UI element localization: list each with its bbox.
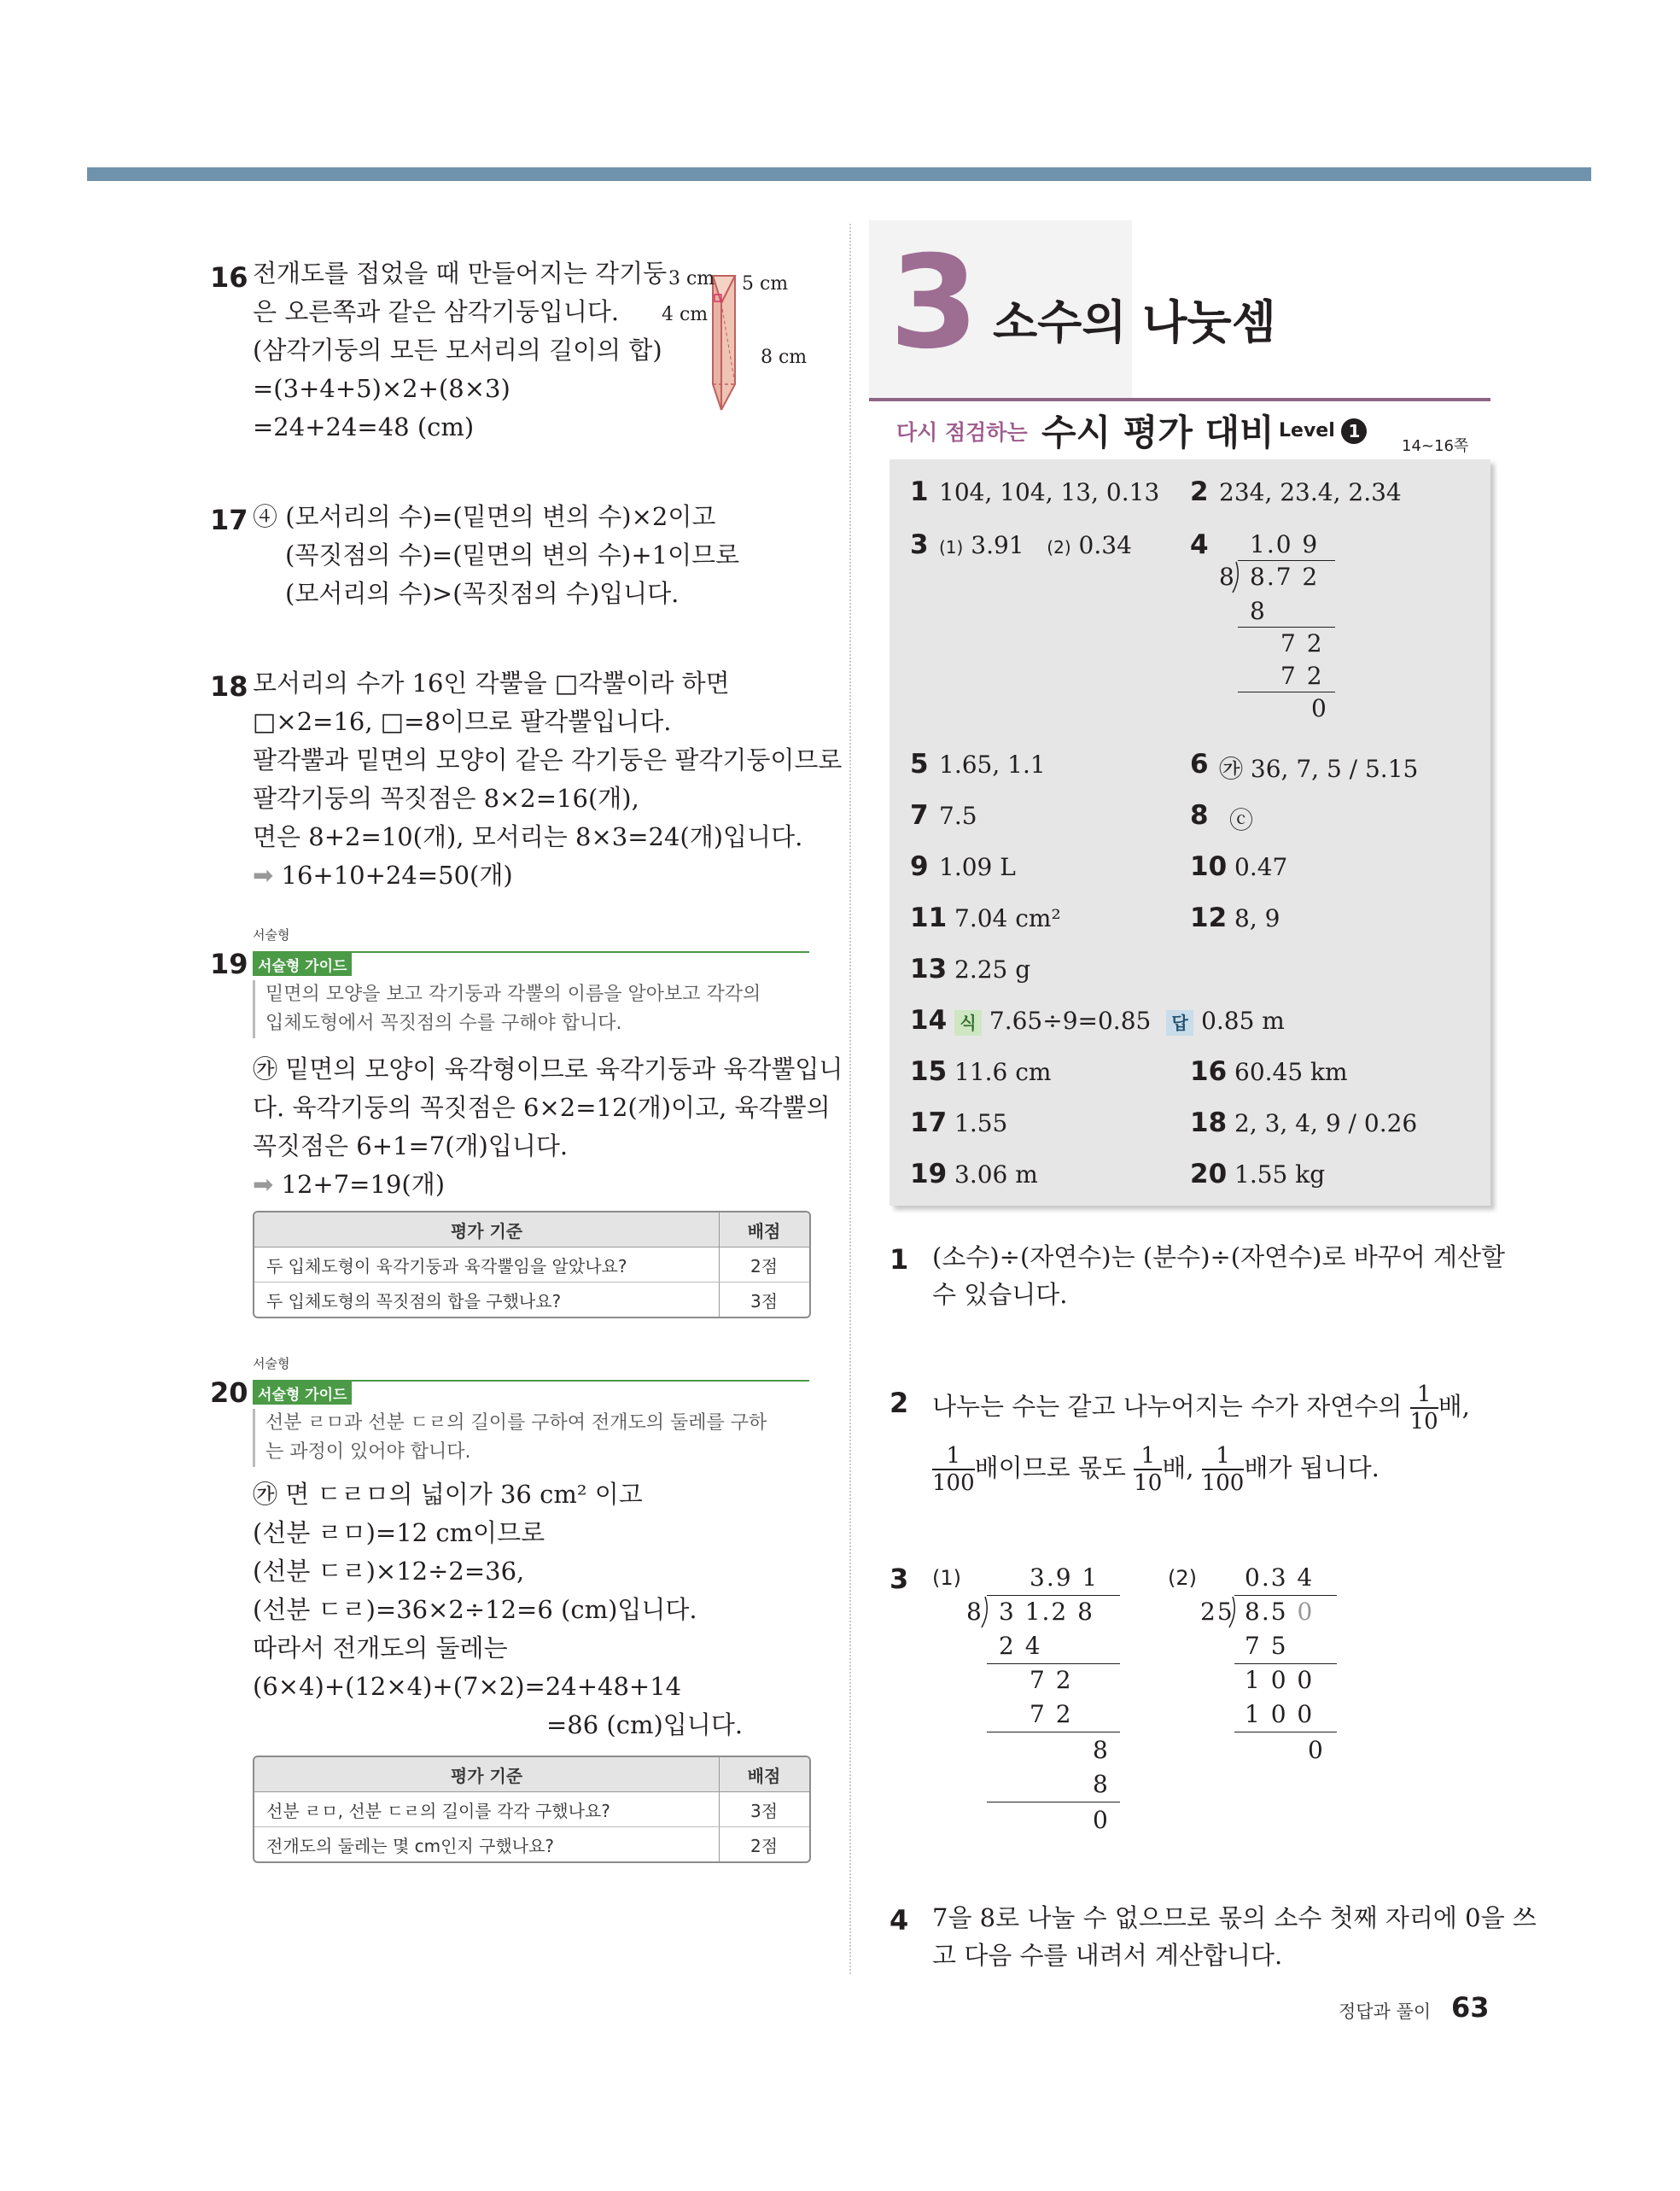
ans4-dividend: 8.7 2 (1250, 563, 1320, 591)
answer-value: ㉮ 36, 7, 5 / 5.15 (1219, 755, 1419, 783)
section-level (1279, 418, 1367, 444)
answer-number: 14 (910, 1005, 948, 1036)
q20-guide-tag: 서술형 가이드 (253, 1382, 352, 1405)
answer-number: 15 (910, 1056, 948, 1087)
answer-value: ⓒ (1229, 806, 1254, 834)
footer-label: 정답과 풀이 (1339, 2001, 1432, 2022)
answer-value: (1) 3.91 (2) 0.34 (939, 531, 1132, 559)
answer-value: 0.47 (1234, 853, 1288, 881)
guide-line: 입체도형에서 꼭짓점의 수를 구해야 합니다. (265, 1013, 622, 1034)
ans4-step: 8 (1250, 597, 1267, 625)
exp2-text: 배, (1438, 1392, 1470, 1421)
exp1-line: (소수)÷(자연수)는 (분수)÷(자연수)로 바꾸어 계산할 (932, 1242, 1506, 1271)
answer-number: 10 (1190, 851, 1228, 882)
q19-guide-tag: 서술형 가이드 (253, 953, 352, 976)
q19-line: ㉮ 밑면의 모양이 육각형이므로 육각기둥과 육각뿔입니 (253, 1055, 843, 1084)
q20-line: (선분 ㄷㄹ)=36×2÷12=6 (cm)입니다. (253, 1595, 697, 1624)
answer-number: 18 (1190, 1107, 1228, 1138)
q17-number: 17 (210, 504, 248, 536)
criteria-header: 평가 기준 (254, 1212, 720, 1247)
q16-line: =24+24=48 (cm) (253, 412, 475, 441)
answer-number: 19 (910, 1159, 948, 1189)
exp4-line: 7을 8로 나눌 수 없으므로 몫의 소수 첫째 자리에 0을 쓰 (932, 1903, 1537, 1932)
exp2-text: 배가 됩니다. (1244, 1453, 1380, 1482)
q20-line: ㉮ 면 ㄷㄹㅁ의 넓이가 36 cm² 이고 (253, 1480, 643, 1509)
guide-line: 는 과정이 있어야 합니다. (265, 1441, 471, 1463)
exp1-number: 1 (890, 1243, 909, 1276)
div1-step: 7 2 (1030, 1700, 1073, 1728)
q18-result: 16+10+24=50(개) (281, 861, 513, 890)
q17-line: (모서리의 수)>(꼭짓점의 수)입니다. (285, 579, 680, 608)
q19-result: 12+7=19(개) (281, 1170, 446, 1199)
q20-number: 20 (210, 1376, 248, 1409)
fig-label-5cm: 5 cm (742, 273, 789, 295)
div1-quotient: 3.9 1 (1030, 1563, 1100, 1592)
fig-label-3cm: 3 cm (668, 268, 715, 289)
ans4-quotient: 1.0 9 (1250, 530, 1320, 558)
chapter-title: 소수의 나눗셈 (993, 295, 1276, 349)
answer-value: 60.45 km (1234, 1058, 1348, 1086)
div2-step: 1 0 0 (1245, 1666, 1315, 1694)
q20-criteria-table (253, 1756, 811, 1863)
exp2-text: 배, (1162, 1453, 1194, 1482)
q18-line: 면은 8+2=10(개), 모서리는 8×3=24(개)입니다. (253, 822, 803, 851)
q19-line: 다. 육각기둥의 꼭짓점은 6×2=12(개)이고, 육각뿔의 (253, 1093, 831, 1122)
fraction: $\frac{1}{100}$ (932, 1443, 975, 1496)
exp4-line: 고 다음 수를 내려서 계산합니다. (932, 1941, 1283, 1970)
ans4-step: 7 2 (1280, 662, 1324, 690)
q19-line: 꼭짓점은 6+1=7(개)입니다. (253, 1131, 569, 1160)
answer-number: 12 (1190, 903, 1228, 933)
q20-line: 따라서 전개도의 둘레는 (253, 1633, 508, 1662)
exp2-line (932, 1382, 1470, 1434)
answer-number: 11 (910, 903, 948, 933)
fig-label-8cm: 8 cm (761, 347, 808, 368)
formula-tag: 식 (954, 1010, 982, 1036)
answer-value: 2.25 g (954, 955, 1031, 984)
answer-value: 1.55 (954, 1109, 1008, 1137)
answer-value: 2, 3, 4, 9 / 0.26 (1234, 1109, 1418, 1137)
exp2-text: 배이므로 몫도 (974, 1453, 1126, 1482)
q19-guide-box (253, 980, 761, 1038)
div2-step: 1 0 0 (1245, 1700, 1315, 1728)
ans4-step: 7 2 (1280, 629, 1324, 657)
q16-number: 16 (210, 261, 248, 294)
q17-line: (꼭짓점의 수)=(밑면의 변의 수)+1이므로 (285, 540, 740, 570)
answer-value: 234, 23.4, 2.34 (1219, 478, 1402, 506)
section-prefix: 다시 점검하는 (896, 420, 1028, 445)
exp3-part1-label: (1) (932, 1566, 961, 1590)
answer-value: 1.55 kg (1234, 1160, 1326, 1189)
criteria-row: 전개도의 둘레는 몇 cm인지 구했나요? (266, 1835, 555, 1856)
q16-line: (삼각기둥의 모든 모서리의 길이의 합) (253, 336, 662, 365)
div2-step: 7 5 (1245, 1632, 1288, 1660)
q20-guide-box (253, 1409, 767, 1467)
q18-line: □×2=16, □=8이므로 팔각뿔입니다. (253, 707, 672, 736)
criteria-row: 두 입체도형이 육각기둥과 육각뿔임을 알았나요? (254, 1247, 720, 1282)
div2-step: 0 (1308, 1736, 1325, 1764)
section-pages: 14~16쪽 (1402, 437, 1469, 455)
answer-number: 13 (910, 954, 948, 984)
answer-value: 1.09 L (939, 853, 1016, 881)
triangular-prism-figure (662, 260, 815, 431)
column-divider (849, 224, 851, 1974)
q16-line: 은 오른쪽과 같은 삼각기둥입니다. (253, 297, 620, 326)
exp2-line (932, 1443, 1380, 1496)
added-zero: 0 (1297, 1598, 1315, 1626)
q18-number: 18 (210, 670, 248, 703)
q18-line: 팔각뿔과 밑면의 모양이 같은 각기둥은 팔각기둥이므로 (253, 745, 843, 774)
answer-number: 6 (1190, 749, 1209, 780)
level-word: Level (1279, 420, 1335, 441)
answer-tag: 답 (1166, 1010, 1193, 1036)
q19-criteria-table (253, 1211, 811, 1318)
q20-line: (6×4)+(12×4)+(7×2)=24+48+14 (253, 1672, 682, 1701)
ans4-divisor: 8 (1219, 563, 1236, 591)
div2-quotient: 0.3 4 (1245, 1563, 1315, 1592)
fraction: $\frac{1}{100}$ (1201, 1443, 1245, 1496)
answer-value: 7.04 cm² (954, 904, 1061, 932)
answer-number: 20 (1190, 1159, 1228, 1189)
exp2-number: 2 (890, 1387, 909, 1419)
chapter-rule (869, 398, 1490, 401)
answer-box (890, 459, 1490, 1206)
answer-number: 16 (1190, 1056, 1228, 1087)
q20-line: =86 (cm)입니다. (546, 1710, 744, 1739)
section-title: 수시 평가 대비 (1041, 412, 1275, 453)
q18-line: 팔각기둥의 꼭짓점은 8×2=16(개), (253, 784, 639, 813)
answer-number: 1 (910, 476, 929, 507)
criteria-points: 3점 (720, 1792, 810, 1827)
q20-type-label: 서술형 (253, 1356, 290, 1371)
exp3-part2-label: (2) (1168, 1566, 1197, 1590)
div1-step: 2 4 (999, 1632, 1042, 1660)
page-number: 63 (1451, 1991, 1490, 2024)
criteria-points: 2점 (720, 1247, 810, 1282)
criteria-header: 평가 기준 (254, 1757, 720, 1792)
div1-step: 8 (1093, 1770, 1110, 1798)
exp2-text: 나누는 수는 같고 나누어지는 수가 자연수의 (932, 1392, 1403, 1421)
div1-step: 7 2 (1030, 1666, 1073, 1694)
criteria-row: 선분 ㄹㅁ, 선분 ㄷㄹ의 길이를 각각 구했나요? (254, 1792, 720, 1827)
fraction: $\frac{1}{10}$ (1409, 1382, 1438, 1434)
division-bracket (980, 1595, 994, 1629)
top-color-bar (87, 167, 1591, 181)
answer-value: 8, 9 (1234, 904, 1280, 932)
q19-type-label: 서술형 (253, 927, 290, 943)
answer-number: 7 (910, 800, 929, 831)
q19-number: 19 (210, 948, 248, 980)
answer-value: 7.5 (939, 802, 977, 830)
points-header: 배점 (720, 1757, 810, 1792)
div2-dividend: 8.5 0 (1245, 1598, 1315, 1626)
chapter-number: 3 (890, 229, 979, 377)
division-bracket (1231, 560, 1245, 594)
answer-value: 3.06 m (954, 1160, 1038, 1189)
q20-line: (선분 ㄹㅁ)=12 cm이므로 (253, 1518, 545, 1547)
fraction: $\frac{1}{10}$ (1134, 1443, 1163, 1496)
exp1-line: 수 있습니다. (932, 1280, 1068, 1309)
q20-line: (선분 ㄷㄹ)×12÷2=36, (253, 1557, 525, 1586)
arrow-icon: ➡ (253, 1170, 274, 1199)
criteria-row: 두 입체도형의 꼭짓점의 합을 구했나요? (266, 1290, 562, 1312)
answer-number: 5 (910, 749, 929, 780)
div1-step: 0 (1093, 1806, 1110, 1834)
answer-value: 1.65, 1.1 (939, 751, 1046, 779)
exp4-number: 4 (890, 1904, 909, 1937)
answer-number: 9 (910, 851, 929, 882)
guide-line: 밑면의 모양을 보고 각기둥과 각뿔의 이름을 알아보고 각각의 (265, 984, 761, 1005)
division-bracket (1228, 1595, 1241, 1629)
answer-number: 8 (1190, 800, 1209, 831)
criteria-points: 2점 (720, 1827, 810, 1862)
answer-value: 104, 104, 13, 0.13 (939, 478, 1160, 506)
q16-line: 전개도를 접었을 때 만들어지는 각기둥 (253, 259, 668, 288)
exp3-number: 3 (890, 1563, 909, 1595)
q16-line: =(3+4+5)×2+(8×3) (253, 374, 510, 403)
div1-dividend: 3 1.2 8 (999, 1598, 1094, 1626)
answer-value: 식 7.65÷9=0.85 답 0.85 m (954, 1007, 1285, 1036)
div1-divisor: 8 (966, 1598, 983, 1626)
points-header: 배점 (720, 1212, 810, 1247)
q17-line: ④ (모서리의 수)=(밑면의 변의 수)×2이고 (253, 502, 716, 531)
level-number-icon: 1 (1341, 418, 1367, 444)
ans4-step: 0 (1311, 694, 1328, 722)
q18-line: 모서리의 수가 16인 각뿔을 □각뿔이라 하면 (253, 669, 730, 698)
answer-number: 4 (1190, 529, 1209, 560)
answer-number: 3 (910, 529, 929, 560)
fig-label-4cm: 4 cm (662, 304, 709, 325)
div2-divisor: 25 (1200, 1598, 1234, 1626)
div1-step: 8 (1093, 1736, 1110, 1764)
answer-number: 2 (1190, 476, 1209, 507)
answer-value: 11.6 cm (954, 1058, 1052, 1086)
arrow-icon: ➡ (253, 861, 274, 890)
guide-line: 선분 ㄹㅁ과 선분 ㄷㄹ의 길이를 구하여 전개도의 둘레를 구하 (265, 1412, 767, 1434)
answer-number: 17 (910, 1107, 948, 1138)
criteria-points: 3점 (720, 1282, 810, 1318)
